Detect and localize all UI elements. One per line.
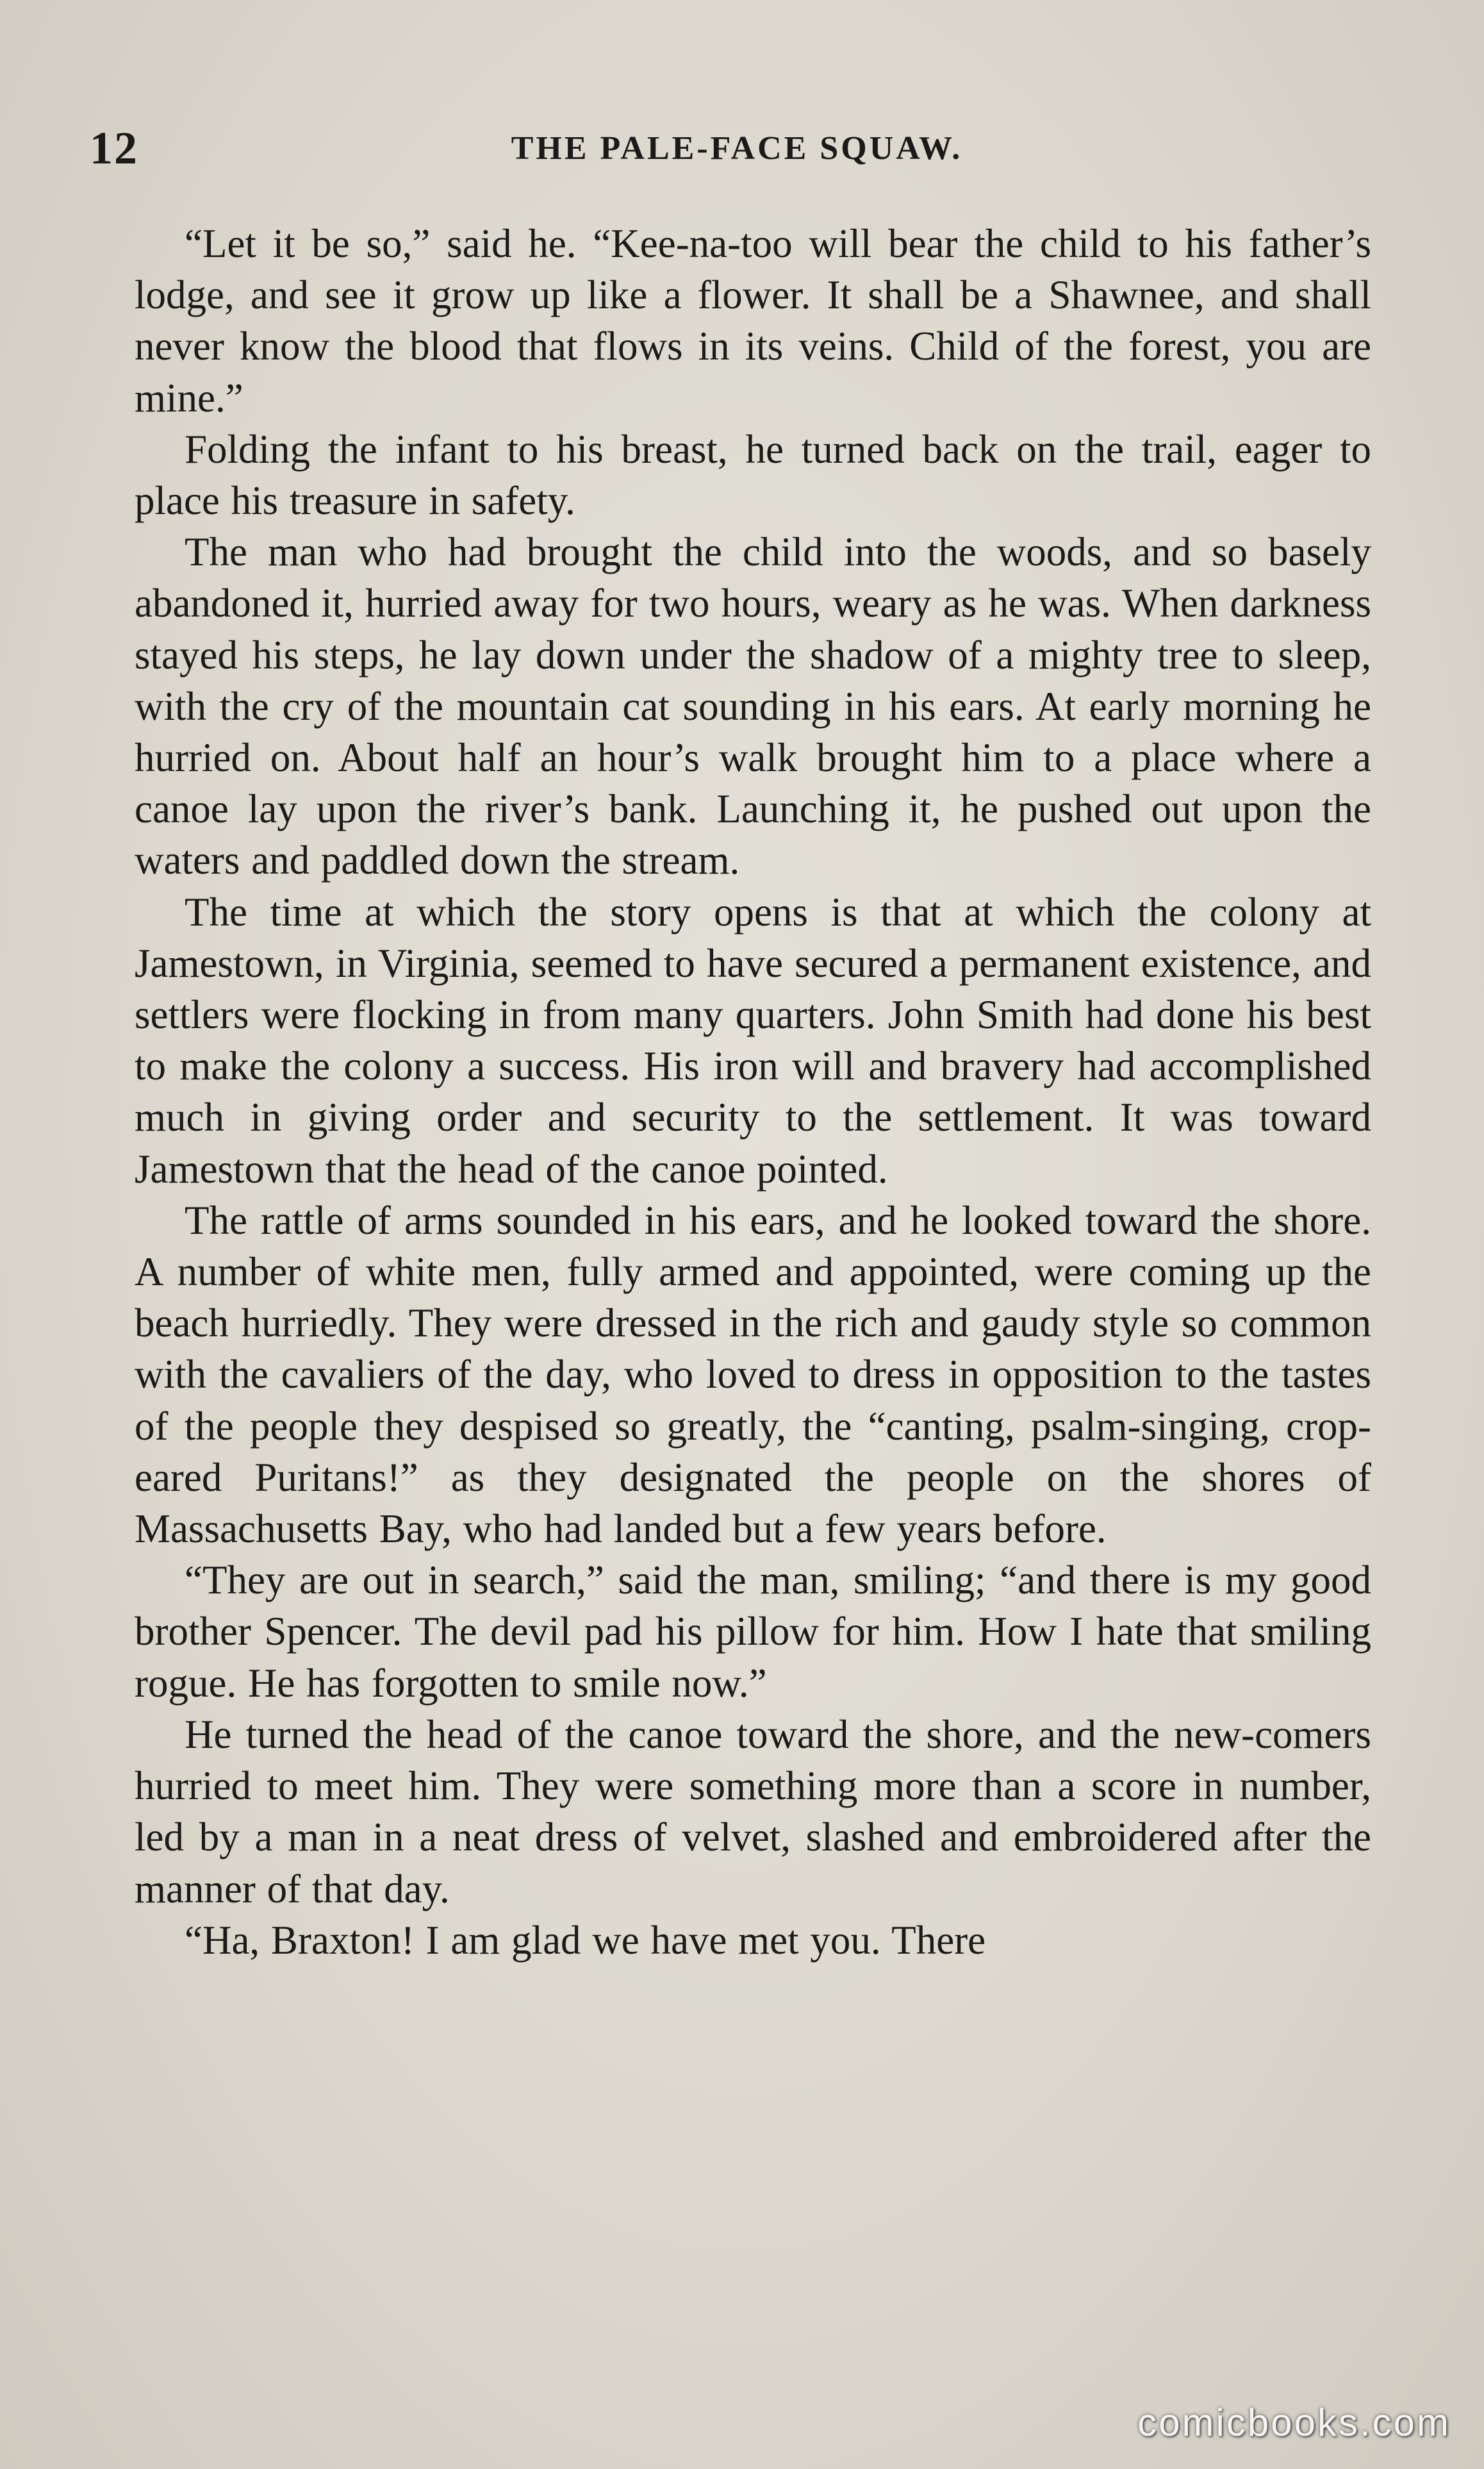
paragraph: “Ha, Braxton! I am glad we have met you. There (185, 1917, 986, 1963)
watermark: comicbooks.com (1137, 2401, 1451, 2444)
page-header (90, 122, 1384, 179)
paragraph: He turned the head of the canoe toward the shore, and the new-comers hurried to meet him. They were something more than a score in number, led by a man in a neat dress of velvet, slashed and embroidered after the manner of that day. (135, 1711, 1371, 1911)
paragraph: Folding the infant to his breast, he turned back on the trail, eager to place his treasure in safety. (135, 426, 1371, 524)
paragraph: The rattle of arms sounded in his ears, and he looked toward the shore. A number of white men, fully armed and appointed, were coming up the beach hurriedly. They were dressed in the rich and gaudy style so common with the cavaliers of the day, who loved to dress in opposition to the tastes of the people they despised so greatly, the “canting, psalm-singing, crop-eared Puritans!” as they designated the people on the shores of Massachusetts Bay, who had landed but a few years before. (135, 1197, 1371, 1552)
paragraph: “Let it be so,” said he. “Kee-na-too will bear the child to his father’s lodge, and see it grow up like a flower. It shall be a Shawnee, and shall never know the blood that flows in its veins. Child of the forest, you are mine.” (135, 221, 1371, 420)
body-text (135, 218, 1371, 1966)
running-title: THE PALE-FACE SQUAW. (511, 130, 963, 167)
paragraph: The man who had brought the child into the woods, and so basely abandoned it, hurried away for two hours, weary as he was. When darkness stayed his steps, he lay down under the shadow of a mighty tree to sleep, with the cry of the mountain cat sounding in his ears. At early morning he hurried on. About half an hour’s walk brought him to a place where a canoe lay upon the river’s bank. Launching it, he pushed out upon the waters and paddled down the stream. (135, 529, 1371, 883)
page-number: 12 (90, 122, 138, 174)
paragraph: The time at which the story opens is that at which the colony at Jamestown, in Virginia, seemed to have secured a permanent existence, and settlers were flocking in from many quarters. John Smith had done his best to make the colony a success. His iron will and bravery had accomplished much in giving order and security to the settlement. It was toward Jamestown that the head of the canoe pointed. (135, 889, 1371, 1192)
paragraph: “They are out in search,” said the man, smiling; “and there is my good brother Spencer. The devil pad his pillow for him. How I hate that smiling rogue. He has forgotten to smile now.” (135, 1558, 1371, 1706)
